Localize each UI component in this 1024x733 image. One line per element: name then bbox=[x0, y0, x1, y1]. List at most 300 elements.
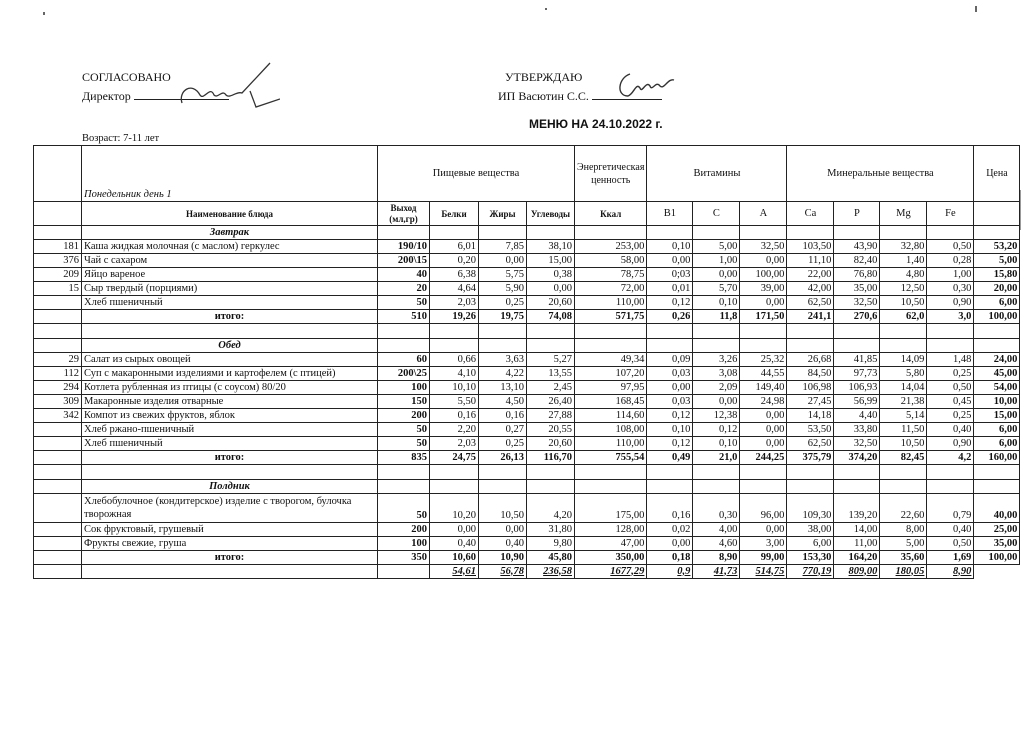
dish-kcal: 110,00 bbox=[575, 296, 647, 310]
dish-a: 3,00 bbox=[740, 537, 787, 551]
dish-a: 0,00 bbox=[740, 254, 787, 268]
dish-p: 4,40 bbox=[834, 409, 880, 423]
dish-mg: 10,50 bbox=[880, 437, 927, 451]
header-code bbox=[34, 202, 82, 226]
dish-protein: 6,01 bbox=[430, 240, 479, 254]
grand-total-blank bbox=[378, 565, 430, 579]
dish-kcal: 108,00 bbox=[575, 423, 647, 437]
dish-b1: 0,02 bbox=[647, 523, 693, 537]
dish-yield: 100 bbox=[378, 381, 430, 395]
dish-protein: 0,16 bbox=[430, 409, 479, 423]
section-title-row bbox=[34, 226, 1020, 240]
dish-fe: 0,28 bbox=[927, 254, 974, 268]
dish-fe: 0,25 bbox=[927, 409, 974, 423]
dish-carbs: 2,45 bbox=[527, 381, 575, 395]
total-yield: 835 bbox=[378, 451, 430, 465]
entrepreneur-label: ИП Васютин С.С. bbox=[498, 89, 589, 103]
total-ca: 241,1 bbox=[787, 310, 834, 324]
grand-total-blank bbox=[82, 565, 378, 579]
total-protein: 24,75 bbox=[430, 451, 479, 465]
dish-carbs: 0,38 bbox=[527, 268, 575, 282]
dish-c: 4,60 bbox=[693, 537, 740, 551]
dish-ca: 62,50 bbox=[787, 296, 834, 310]
header-carbs: Углеводы bbox=[527, 202, 575, 226]
total-kcal: 350,00 bbox=[575, 551, 647, 565]
dish-c: 0,12 bbox=[693, 423, 740, 437]
dish-row bbox=[34, 395, 1020, 409]
total-yield: 350 bbox=[378, 551, 430, 565]
total-price: 100,00 bbox=[974, 551, 1020, 565]
dish-p: 32,50 bbox=[834, 296, 880, 310]
dish-code bbox=[34, 537, 82, 551]
dish-price: 45,00 bbox=[974, 367, 1020, 381]
total-label: итого: bbox=[82, 451, 378, 465]
dish-row bbox=[34, 353, 1020, 367]
dish-fe: 1,48 bbox=[927, 353, 974, 367]
dish-ca: 14,18 bbox=[787, 409, 834, 423]
dish-mg: 5,14 bbox=[880, 409, 927, 423]
dish-a: 0,00 bbox=[740, 437, 787, 451]
dish-fe: 0,40 bbox=[927, 523, 974, 537]
dish-kcal: 253,00 bbox=[575, 240, 647, 254]
dish-carbs: 5,27 bbox=[527, 353, 575, 367]
dish-a: 100,00 bbox=[740, 268, 787, 282]
dish-yield: 40 bbox=[378, 268, 430, 282]
dish-protein: 4,10 bbox=[430, 367, 479, 381]
total-ca: 153,30 bbox=[787, 551, 834, 565]
dish-fe: 0,50 bbox=[927, 381, 974, 395]
dish-b1: 0,12 bbox=[647, 437, 693, 451]
dish-protein: 10,20 bbox=[430, 494, 479, 523]
dish-yield: 50 bbox=[378, 296, 430, 310]
total-mg: 35,60 bbox=[880, 551, 927, 565]
total-label: итого: bbox=[82, 310, 378, 324]
total-mg: 62,0 bbox=[880, 310, 927, 324]
total-p: 164,20 bbox=[834, 551, 880, 565]
dish-price: 15,00 bbox=[974, 409, 1020, 423]
total-b1: 0,18 bbox=[647, 551, 693, 565]
dish-yield: 150 bbox=[378, 395, 430, 409]
dish-mg: 22,60 bbox=[880, 494, 927, 523]
grand-total-c: 41,73 bbox=[693, 565, 740, 579]
dish-p: 76,80 bbox=[834, 268, 880, 282]
grand-total-blank bbox=[34, 565, 82, 579]
dish-code: 209 bbox=[34, 268, 82, 282]
dish-protein: 0,40 bbox=[430, 537, 479, 551]
dish-protein: 5,50 bbox=[430, 395, 479, 409]
total-p: 374,20 bbox=[834, 451, 880, 465]
total-fat: 10,90 bbox=[479, 551, 527, 565]
approved-label: УТВЕРЖДАЮ bbox=[505, 70, 583, 84]
dish-code bbox=[34, 494, 82, 523]
dish-row bbox=[34, 494, 1020, 523]
header-protein: Белки bbox=[430, 202, 479, 226]
dish-protein: 10,10 bbox=[430, 381, 479, 395]
dish-carbs: 13,55 bbox=[527, 367, 575, 381]
dish-c: 0,10 bbox=[693, 296, 740, 310]
dish-fe: 0,50 bbox=[927, 537, 974, 551]
dish-c: 0,30 bbox=[693, 494, 740, 523]
dish-fat: 0,40 bbox=[479, 537, 527, 551]
header-mg: Mg bbox=[880, 202, 927, 226]
day-label: Понедельник день 1 bbox=[82, 146, 378, 202]
section-title: Завтрак bbox=[82, 226, 378, 240]
dish-b1: 0,03 bbox=[647, 367, 693, 381]
total-price: 100,00 bbox=[974, 310, 1020, 324]
dish-kcal: 49,34 bbox=[575, 353, 647, 367]
dish-b1: 0,00 bbox=[647, 254, 693, 268]
dish-protein: 2,20 bbox=[430, 423, 479, 437]
dish-price: 54,00 bbox=[974, 381, 1020, 395]
header-nutrients: Пищевые вещества bbox=[378, 146, 575, 202]
dish-mg: 10,50 bbox=[880, 296, 927, 310]
dish-fe: 0,40 bbox=[927, 423, 974, 437]
dish-fe: 0,25 bbox=[927, 367, 974, 381]
section-title-row bbox=[34, 480, 1020, 494]
scan-speck bbox=[1020, 190, 1021, 230]
dish-b1: 0,16 bbox=[647, 494, 693, 523]
director-label: Директор bbox=[82, 89, 131, 103]
dish-fe: 0,79 bbox=[927, 494, 974, 523]
dish-kcal: 175,00 bbox=[575, 494, 647, 523]
dish-fe: 0,50 bbox=[927, 240, 974, 254]
dish-row bbox=[34, 437, 1020, 451]
dish-c: 4,00 bbox=[693, 523, 740, 537]
dish-protein: 0,00 bbox=[430, 523, 479, 537]
dish-c: 0,00 bbox=[693, 395, 740, 409]
menu-table bbox=[33, 145, 1020, 579]
scan-speck bbox=[43, 12, 45, 15]
dish-carbs: 20,60 bbox=[527, 437, 575, 451]
grand-total-mg: 180,05 bbox=[880, 565, 927, 579]
dish-c: 5,70 bbox=[693, 282, 740, 296]
dish-p: 11,00 bbox=[834, 537, 880, 551]
dish-c: 12,38 bbox=[693, 409, 740, 423]
total-kcal: 755,54 bbox=[575, 451, 647, 465]
total-protein: 10,60 bbox=[430, 551, 479, 565]
dish-code: 309 bbox=[34, 395, 82, 409]
section-title-blank bbox=[34, 339, 82, 353]
dish-p: 41,85 bbox=[834, 353, 880, 367]
dish-a: 44,55 bbox=[740, 367, 787, 381]
dish-a: 25,32 bbox=[740, 353, 787, 367]
dish-name: Хлеб ржано-пшеничный bbox=[82, 423, 378, 437]
total-p: 270,6 bbox=[834, 310, 880, 324]
dish-c: 3,26 bbox=[693, 353, 740, 367]
dish-name: Каша жидкая молочная (с маслом) геркулес bbox=[82, 240, 378, 254]
menu-title: МЕНЮ НА 24.10.2022 г. bbox=[529, 117, 663, 131]
dish-code bbox=[34, 437, 82, 451]
dish-code: 376 bbox=[34, 254, 82, 268]
dish-name: Суп с макаронными изделиями и картофелем (с птицей) bbox=[82, 367, 378, 381]
dish-yield: 100 bbox=[378, 537, 430, 551]
dish-p: 106,93 bbox=[834, 381, 880, 395]
dish-c: 0,00 bbox=[693, 268, 740, 282]
header-row-groups bbox=[34, 146, 1020, 202]
dish-b1: 0,10 bbox=[647, 240, 693, 254]
dish-ca: 26,68 bbox=[787, 353, 834, 367]
dish-carbs: 31,80 bbox=[527, 523, 575, 537]
dish-a: 0,00 bbox=[740, 423, 787, 437]
dish-b1: 0,01 bbox=[647, 282, 693, 296]
dish-name: Салат из сырых овощей bbox=[82, 353, 378, 367]
dish-a: 24,98 bbox=[740, 395, 787, 409]
dish-mg: 1,40 bbox=[880, 254, 927, 268]
grand-total-kcal: 1677,29 bbox=[575, 565, 647, 579]
dish-price: 20,00 bbox=[974, 282, 1020, 296]
dish-kcal: 78,75 bbox=[575, 268, 647, 282]
dish-name: Компот из свежих фруктов, яблок bbox=[82, 409, 378, 423]
dish-yield: 200\15 bbox=[378, 254, 430, 268]
dish-fat: 0,00 bbox=[479, 523, 527, 537]
total-a: 99,00 bbox=[740, 551, 787, 565]
scan-speck bbox=[975, 6, 977, 12]
dish-yield: 60 bbox=[378, 353, 430, 367]
dish-carbs: 38,10 bbox=[527, 240, 575, 254]
dish-row bbox=[34, 367, 1020, 381]
dish-price: 6,00 bbox=[974, 296, 1020, 310]
total-fe: 4,2 bbox=[927, 451, 974, 465]
dish-fat: 0,27 bbox=[479, 423, 527, 437]
dish-fat: 0,16 bbox=[479, 409, 527, 423]
dish-b1: 0,12 bbox=[647, 409, 693, 423]
header-kcal: Ккал bbox=[575, 202, 647, 226]
breakfast-section bbox=[34, 226, 1020, 324]
dish-mg: 12,50 bbox=[880, 282, 927, 296]
grand-total-ca: 770,19 bbox=[787, 565, 834, 579]
spacer-row bbox=[34, 465, 1020, 480]
snack-section bbox=[34, 480, 1020, 565]
dish-b1: 0;03 bbox=[647, 268, 693, 282]
dish-row bbox=[34, 296, 1020, 310]
dish-name: Сок фруктовый, грушевый bbox=[82, 523, 378, 537]
grand-total-fe: 8,90 bbox=[927, 565, 974, 579]
total-yield: 510 bbox=[378, 310, 430, 324]
dish-price: 24,00 bbox=[974, 353, 1020, 367]
dish-price: 35,00 bbox=[974, 537, 1020, 551]
dish-price: 53,20 bbox=[974, 240, 1020, 254]
section-title-blank bbox=[34, 226, 82, 240]
header-c: C bbox=[693, 202, 740, 226]
header-fat: Жиры bbox=[479, 202, 527, 226]
total-c: 21,0 bbox=[693, 451, 740, 465]
director-signature bbox=[170, 55, 280, 115]
dish-kcal: 107,20 bbox=[575, 367, 647, 381]
dish-a: 0,00 bbox=[740, 409, 787, 423]
dish-fat: 0,25 bbox=[479, 437, 527, 451]
header-energy: Энергетическая ценность bbox=[575, 146, 647, 202]
dish-name: Чай с сахаром bbox=[82, 254, 378, 268]
dish-row bbox=[34, 537, 1020, 551]
dish-name: Яйцо вареное bbox=[82, 268, 378, 282]
dish-c: 1,00 bbox=[693, 254, 740, 268]
total-mg: 82,45 bbox=[880, 451, 927, 465]
total-fat: 19,75 bbox=[479, 310, 527, 324]
total-c: 11,8 bbox=[693, 310, 740, 324]
header-price: Цена bbox=[974, 146, 1020, 202]
dish-code: 112 bbox=[34, 367, 82, 381]
dish-fat: 4,50 bbox=[479, 395, 527, 409]
dish-code: 15 bbox=[34, 282, 82, 296]
dish-mg: 14,04 bbox=[880, 381, 927, 395]
dish-yield: 200 bbox=[378, 523, 430, 537]
section-title: Обед bbox=[82, 339, 378, 353]
header-a: A bbox=[740, 202, 787, 226]
dish-fat: 7,85 bbox=[479, 240, 527, 254]
dish-yield: 190/10 bbox=[378, 240, 430, 254]
dish-name: Хлеб пшеничный bbox=[82, 437, 378, 451]
dish-yield: 200 bbox=[378, 409, 430, 423]
dish-b1: 0,09 bbox=[647, 353, 693, 367]
dish-a: 0,00 bbox=[740, 523, 787, 537]
dish-protein: 0,20 bbox=[430, 254, 479, 268]
dish-price: 6,00 bbox=[974, 423, 1020, 437]
dish-ca: 53,50 bbox=[787, 423, 834, 437]
dish-protein: 6,38 bbox=[430, 268, 479, 282]
total-blank bbox=[34, 451, 82, 465]
dish-row bbox=[34, 423, 1020, 437]
dish-c: 3,08 bbox=[693, 367, 740, 381]
dish-b1: 0,03 bbox=[647, 395, 693, 409]
dish-yield: 20 bbox=[378, 282, 430, 296]
section-title: Полдник bbox=[82, 480, 378, 494]
header-b1: B1 bbox=[647, 202, 693, 226]
dish-price: 5,00 bbox=[974, 254, 1020, 268]
dish-p: 43,90 bbox=[834, 240, 880, 254]
dish-mg: 8,00 bbox=[880, 523, 927, 537]
lunch-section bbox=[34, 339, 1020, 465]
dish-carbs: 4,20 bbox=[527, 494, 575, 523]
dish-code: 342 bbox=[34, 409, 82, 423]
total-label: итого: bbox=[82, 551, 378, 565]
dish-yield: 50 bbox=[378, 494, 430, 523]
dish-kcal: 58,00 bbox=[575, 254, 647, 268]
header-fe: Fe bbox=[927, 202, 974, 226]
dish-kcal: 128,00 bbox=[575, 523, 647, 537]
total-a: 244,25 bbox=[740, 451, 787, 465]
dish-p: 32,50 bbox=[834, 437, 880, 451]
dish-code bbox=[34, 523, 82, 537]
total-carbs: 116,70 bbox=[527, 451, 575, 465]
total-c: 8,90 bbox=[693, 551, 740, 565]
dish-c: 2,09 bbox=[693, 381, 740, 395]
dish-fat: 5,90 bbox=[479, 282, 527, 296]
dish-row bbox=[34, 254, 1020, 268]
dish-carbs: 15,00 bbox=[527, 254, 575, 268]
section-total-row bbox=[34, 551, 1020, 565]
grand-total-price-blank bbox=[974, 565, 1020, 579]
dish-p: 14,00 bbox=[834, 523, 880, 537]
dish-c: 0,10 bbox=[693, 437, 740, 451]
dish-row bbox=[34, 268, 1020, 282]
header-blank bbox=[34, 146, 82, 202]
dish-mg: 4,80 bbox=[880, 268, 927, 282]
dish-name: Макаронные изделия отварные bbox=[82, 395, 378, 409]
dish-fat: 13,10 bbox=[479, 381, 527, 395]
section-total-row bbox=[34, 451, 1020, 465]
dish-a: 96,00 bbox=[740, 494, 787, 523]
dish-ca: 42,00 bbox=[787, 282, 834, 296]
grand-total-fat: 56,78 bbox=[479, 565, 527, 579]
header-yield: Выход (мл,гр) bbox=[378, 202, 430, 226]
total-protein: 19,26 bbox=[430, 310, 479, 324]
dish-fe: 0,90 bbox=[927, 296, 974, 310]
section-total-row bbox=[34, 310, 1020, 324]
dish-yield: 200\25 bbox=[378, 367, 430, 381]
dish-kcal: 72,00 bbox=[575, 282, 647, 296]
dish-protein: 2,03 bbox=[430, 296, 479, 310]
total-fat: 26,13 bbox=[479, 451, 527, 465]
total-fe: 3,0 bbox=[927, 310, 974, 324]
dish-b1: 0,00 bbox=[647, 381, 693, 395]
dish-carbs: 0,00 bbox=[527, 282, 575, 296]
dish-p: 139,20 bbox=[834, 494, 880, 523]
dish-protein: 4,64 bbox=[430, 282, 479, 296]
grand-total-p: 809,00 bbox=[834, 565, 880, 579]
dish-ca: 6,00 bbox=[787, 537, 834, 551]
header-dish-name: Наименование блюда bbox=[82, 202, 378, 226]
dish-kcal: 110,00 bbox=[575, 437, 647, 451]
grand-total-row bbox=[34, 565, 1020, 579]
dish-row bbox=[34, 409, 1020, 423]
dish-p: 97,73 bbox=[834, 367, 880, 381]
entrepreneur-signature bbox=[612, 68, 682, 102]
dish-name: Сыр твердый (порциями) bbox=[82, 282, 378, 296]
dish-name: Котлета рубленная из птицы (с соусом) 80/20 bbox=[82, 381, 378, 395]
dish-fe: 0,45 bbox=[927, 395, 974, 409]
dish-a: 39,00 bbox=[740, 282, 787, 296]
dish-p: 33,80 bbox=[834, 423, 880, 437]
dish-b1: 0,00 bbox=[647, 537, 693, 551]
dish-carbs: 9,80 bbox=[527, 537, 575, 551]
dish-mg: 11,50 bbox=[880, 423, 927, 437]
dish-p: 35,00 bbox=[834, 282, 880, 296]
dish-mg: 21,38 bbox=[880, 395, 927, 409]
dish-fat: 0,00 bbox=[479, 254, 527, 268]
dish-c: 5,00 bbox=[693, 240, 740, 254]
total-blank bbox=[34, 551, 82, 565]
dish-fat: 0,25 bbox=[479, 296, 527, 310]
total-carbs: 74,08 bbox=[527, 310, 575, 324]
dish-price: 10,00 bbox=[974, 395, 1020, 409]
dish-price: 6,00 bbox=[974, 437, 1020, 451]
scan-speck bbox=[545, 8, 547, 10]
dish-p: 56,99 bbox=[834, 395, 880, 409]
dish-a: 0,00 bbox=[740, 296, 787, 310]
dish-yield: 50 bbox=[378, 437, 430, 451]
age-group: Возраст: 7-11 лет bbox=[82, 133, 160, 144]
dish-ca: 103,50 bbox=[787, 240, 834, 254]
grand-total-protein: 54,61 bbox=[430, 565, 479, 579]
dish-kcal: 47,00 bbox=[575, 537, 647, 551]
dish-code: 294 bbox=[34, 381, 82, 395]
dish-kcal: 97,95 bbox=[575, 381, 647, 395]
dish-name: Хлеб пшеничный bbox=[82, 296, 378, 310]
total-price: 160,00 bbox=[974, 451, 1020, 465]
total-kcal: 571,75 bbox=[575, 310, 647, 324]
dish-ca: 27,45 bbox=[787, 395, 834, 409]
total-ca: 375,79 bbox=[787, 451, 834, 465]
dish-mg: 5,00 bbox=[880, 537, 927, 551]
dish-code: 29 bbox=[34, 353, 82, 367]
spacer-row bbox=[34, 324, 1020, 339]
dish-row bbox=[34, 240, 1020, 254]
total-a: 171,50 bbox=[740, 310, 787, 324]
header-p: P bbox=[834, 202, 880, 226]
dish-fat: 5,75 bbox=[479, 268, 527, 282]
dish-fat: 3,63 bbox=[479, 353, 527, 367]
dish-ca: 62,50 bbox=[787, 437, 834, 451]
